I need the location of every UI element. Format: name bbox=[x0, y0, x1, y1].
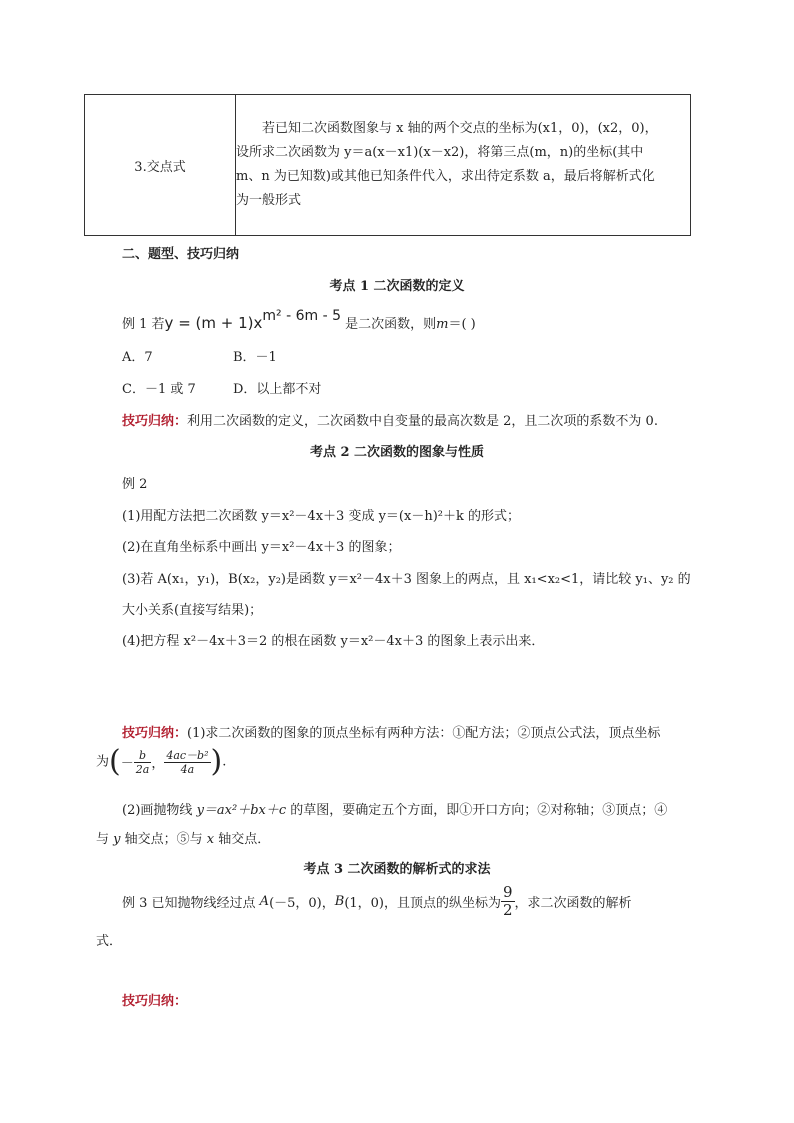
example1-var-m: m bbox=[436, 317, 449, 332]
method-line-2: 设所求二次函数为 y＝a(x－x1)(x－x2)，将第三点(m，n)的坐标(其中 bbox=[236, 145, 644, 160]
method-description bbox=[236, 95, 691, 236]
example2-q1: (1)用配方法把二次函数 y＝x²－4x＋3 变成 y＝(x－h)²＋k 的形式； bbox=[122, 509, 520, 524]
example1-suffix: 是二次函数，则 bbox=[340, 317, 437, 332]
tip3-end: 轴交点． bbox=[214, 832, 271, 847]
vertex-y-fraction bbox=[164, 749, 210, 776]
topic2-tip-line2 bbox=[122, 799, 667, 818]
example2-q4: (4)把方程 x²－4x＋3＝2 的根在函数 y＝x²－4x＋3 的图象上表示出来． bbox=[122, 634, 545, 649]
option-c: C．－1 或 7 bbox=[122, 382, 196, 397]
topic2-tip-line3 bbox=[96, 828, 270, 847]
tip3-mid: 轴交点；⑤与 bbox=[120, 832, 207, 847]
fraction-numerator: 9 bbox=[503, 883, 513, 901]
example3-question bbox=[122, 884, 632, 919]
example2-q3-line1: (3)若 A(x₁，y₁)，B(x₂，y₂)是函数 y＝x²－4x＋3 图象上的两点，且 x₁<x₂<1，请比较 y₁、y₂ 的 bbox=[122, 572, 691, 587]
option-b: B．－1 bbox=[233, 350, 277, 365]
example1-end: ＝( ) bbox=[448, 317, 476, 332]
right-paren: ) bbox=[210, 744, 223, 779]
tip-text: 利用二次函数的定义，二次函数中自变量的最高次数是 2，且二次项的系数不为 0. bbox=[187, 414, 658, 429]
vertex-formula: 为(－ $\frac{b}{2a}$ ， $\frac{\text{4ac－b²}}{4a}$ ). bbox=[96, 744, 227, 779]
formula-base: y = (m + 1)x bbox=[164, 314, 263, 332]
method-line-1: 若已知二次函数图象与 x 轴的两个交点的坐标为(x1，0)，(x2，0)， bbox=[262, 121, 658, 136]
topic3-tip-label: 技巧归纳： bbox=[122, 994, 188, 1009]
section-heading: 二、题型、技巧归纳 bbox=[122, 247, 240, 262]
topic3-title: 考点 3 二次函数的解析式的求法 bbox=[303, 862, 491, 877]
vertex-prefix: 为 bbox=[96, 754, 110, 770]
example3-line2: 式． bbox=[96, 934, 123, 949]
tip2-text: 的草图，要确定五个方面，即①开口方向；②对称轴；③顶点；④ bbox=[286, 803, 668, 818]
method-label: 3.交点式 bbox=[85, 95, 236, 236]
fraction-denominator: 4a bbox=[180, 762, 195, 776]
fraction-denominator: 2 bbox=[503, 901, 513, 919]
tip3-y: y bbox=[113, 832, 121, 847]
topic1-title: 考点 1 二次函数的定义 bbox=[329, 279, 465, 294]
method-line-3: m、n 为已知数)或其他已知条件代入，求出待定系数 a，最后将解析式化 bbox=[236, 169, 655, 184]
example3-suffix: ，求二次函数的解析 bbox=[514, 896, 632, 911]
tip3-prefix: 与 bbox=[96, 832, 114, 847]
option-a: A．7 bbox=[122, 350, 153, 365]
tip2-formula: y＝ax²＋bx＋c bbox=[196, 803, 287, 818]
fraction-denominator: 2a bbox=[135, 762, 150, 776]
method-line-4: 为一般形式 bbox=[236, 193, 302, 208]
left-paren: ( bbox=[109, 744, 121, 779]
example1-prefix: 例 1 若 bbox=[122, 317, 165, 332]
tip2-prefix: (2)画抛物线 bbox=[122, 803, 197, 818]
topic1-tip bbox=[122, 410, 658, 429]
tip3-x: x bbox=[206, 832, 215, 847]
point-a: A bbox=[259, 894, 270, 909]
fraction-numerator: b bbox=[134, 749, 152, 763]
topic2-title: 考点 2 二次函数的图象与性质 bbox=[309, 445, 485, 460]
coord-a: (－5，0)， bbox=[269, 896, 335, 911]
topic2-tip-line1 bbox=[122, 722, 660, 741]
example2-label: 例 2 bbox=[122, 477, 148, 492]
tip-label: 技巧归纳： bbox=[122, 414, 188, 429]
example3-prefix: 例 3 已知抛物线经过点 bbox=[122, 896, 260, 911]
example2-q3-line2: 大小关系(直接写结果)； bbox=[122, 603, 263, 618]
point-b: B bbox=[334, 894, 345, 909]
example1-formula bbox=[164, 308, 341, 332]
tip-label: 技巧归纳： bbox=[122, 726, 188, 741]
tip1-text: (1)求二次函数的图象的顶点坐标有两种方法：①配方法；②顶点公式法，顶点坐标 bbox=[187, 726, 661, 741]
example1-question bbox=[122, 310, 476, 332]
example2-q2: (2)在直角坐标系中画出 y＝x²－4x＋3 的图象； bbox=[122, 540, 401, 555]
vertex-y-value-fraction bbox=[501, 884, 515, 919]
fraction-numerator: 4ac－b² bbox=[166, 748, 209, 762]
coord-b: (1，0)，且顶点的纵坐标为 bbox=[344, 896, 501, 911]
formula-exponent: m² - 6m - 5 bbox=[262, 308, 341, 324]
option-d: D．以上都不对 bbox=[233, 382, 322, 397]
method-table bbox=[84, 94, 691, 236]
vertex-x-fraction bbox=[134, 749, 152, 776]
